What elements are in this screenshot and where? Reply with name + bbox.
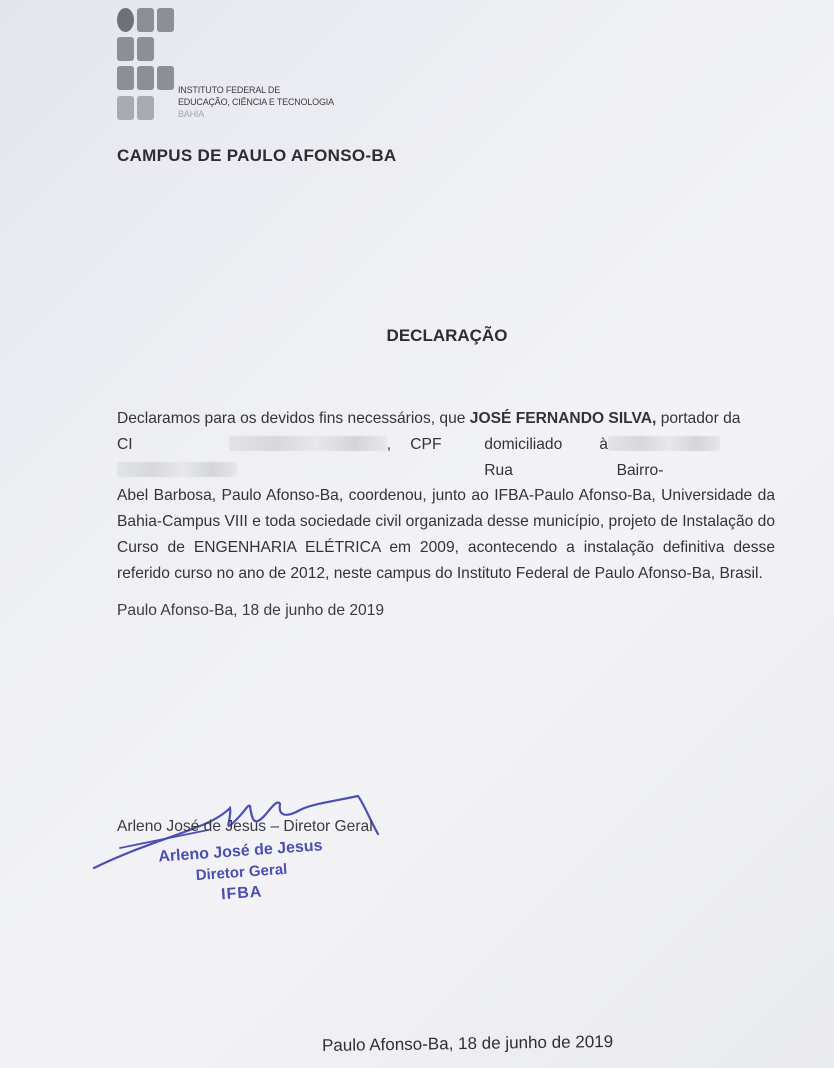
redacted-cpf [117, 462, 237, 477]
body-intro: Declaramos para os devidos fins necessários, que [117, 410, 470, 427]
logo-line-2: EDUCAÇÃO, CIÊNCIA E TECNOLOGIA [178, 97, 334, 107]
logo-line-1: INSTITUTO FEDERAL DE [178, 85, 281, 95]
domicile-text: domiciliado à Rua [484, 435, 608, 479]
body-rest: Abel Barbosa, Paulo Afonso-Ba, coordenou, junto ao IFBA-Paulo Afonso-Ba, Universidade da Bahia-Campus VIII e toda sociedade civil organizada desse município, projeto de Instalação do Curso de ENGENHARIA ELÉTRICA em 2009, acontecendo a instalação definitiva desse referido curso no ano de 2012, neste campus do Instituto Federal de Paulo Afonso-Ba, Brasil. [117, 487, 775, 582]
bairro-text: Bairro- [616, 461, 664, 479]
cpf-label: , CPF [386, 435, 442, 453]
logo-text [178, 84, 334, 120]
declaration-body [117, 406, 775, 587]
signer-line: Arleno José de Jesus – Diretor Geral [117, 818, 373, 835]
campus-heading: CAMPUS DE PAULO AFONSO-BA [117, 146, 397, 165]
body-after-name: portador da [656, 410, 741, 427]
logo-line-3: BAHIA [178, 109, 205, 119]
ci-label: CI [117, 435, 133, 453]
stamp-name: Arleno José de Jesus [157, 837, 324, 866]
stamp-role: Diretor Geral [195, 860, 288, 885]
footer-date: Paulo Afonso-Ba, 18 de junho de 2019 [321, 1031, 614, 1056]
person-name: JOSÉ FERNANDO SILVA, [469, 410, 657, 427]
stamp-institution: IFBA [220, 883, 263, 904]
document-title: DECLARAÇÃO [386, 326, 508, 345]
redacted-ci [229, 436, 387, 451]
official-stamp [158, 835, 352, 918]
redacted-address [608, 436, 720, 451]
ifba-logo [117, 8, 337, 128]
date-line: Paulo Afonso-Ba, 18 de junho de 2019 [117, 602, 385, 619]
